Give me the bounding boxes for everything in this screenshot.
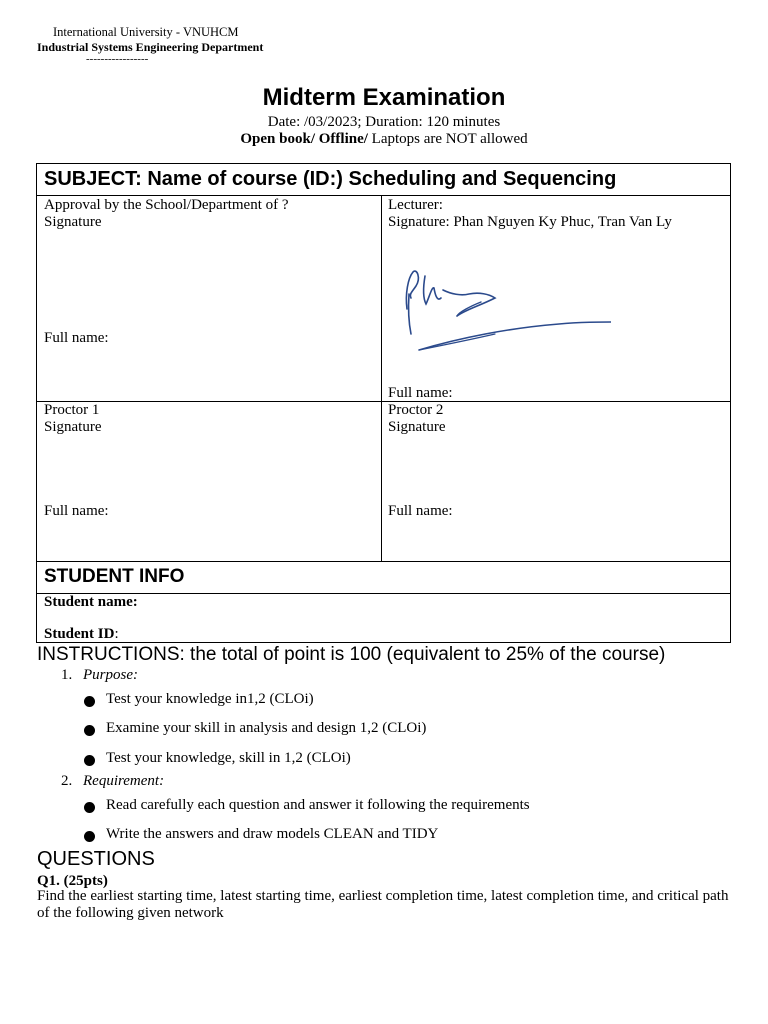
student-info-title: STUDENT INFO xyxy=(44,566,185,587)
section-purpose-label: Purpose: xyxy=(83,667,138,683)
lecturer-label: Lecturer: xyxy=(388,197,443,213)
approval-full-name: Full name: xyxy=(44,330,109,346)
lecturer-signature-label: Signature: Phan Nguyen Ky Phuc, Tran Van Ly xyxy=(388,214,672,230)
proctor2-full-name: Full name: xyxy=(388,503,453,519)
exam-mode-rest: Laptops are NOT allowed xyxy=(367,131,528,147)
section-number: 1. xyxy=(61,667,73,683)
proctor1-label: Proctor 1 xyxy=(44,402,100,418)
department-name: Industrial Systems Engineering Department xyxy=(37,40,264,54)
proctor1-signature-label: Signature xyxy=(44,419,102,435)
exam-mode-bold: Open book/ Offline/ xyxy=(240,131,368,147)
student-name-label: Student name: xyxy=(44,594,138,610)
student-info-divider xyxy=(37,593,730,594)
university-name: International University - VNUHCM xyxy=(53,25,239,39)
proctor2-signature-label: Signature xyxy=(388,419,446,435)
student-id-colon: : xyxy=(114,626,119,642)
question-1-label: Q1. (25pts) xyxy=(37,873,108,889)
lecturer-full-name: Full name: xyxy=(388,385,453,401)
purpose-bullet: Test your knowledge, skill in 1,2 (CLOi) xyxy=(106,750,351,766)
exam-date-duration: Date: /03/2023; Duration: 120 minutes xyxy=(267,114,501,130)
exam-info-table xyxy=(36,163,731,562)
question-1-text: Find the earliest starting time, latest starting time, earliest completion time, latest completion time, and critical path of the following given network xyxy=(37,888,729,921)
approval-label: Approval by the School/Department of ? xyxy=(44,197,289,213)
bullet-dot-icon xyxy=(84,696,95,707)
section-number: 2. xyxy=(61,773,73,789)
approval-signature-label: Signature xyxy=(44,214,102,230)
proctor1-full-name: Full name: xyxy=(44,503,109,519)
purpose-bullet: Examine your skill in analysis and design 1,2 (CLOi) xyxy=(106,720,427,736)
questions-heading: QUESTIONS xyxy=(37,848,155,870)
bullet-dot-icon xyxy=(84,755,95,766)
proctor2-label: Proctor 2 xyxy=(388,402,444,418)
requirement-bullet: Write the answers and draw models CLEAN and TIDY xyxy=(106,826,439,842)
bullet-dot-icon xyxy=(84,802,95,813)
table-column-divider xyxy=(381,195,382,562)
table-divider xyxy=(37,195,730,196)
instructions-heading: INSTRUCTIONS: the total of point is 100 (equivalent to 25% of the course) xyxy=(37,644,666,665)
bullet-dot-icon xyxy=(84,725,95,736)
requirement-bullet: Read carefully each question and answer it following the requirements xyxy=(106,797,530,813)
exam-mode xyxy=(0,131,768,148)
lecturer-signature-image xyxy=(399,264,611,356)
subject-heading: SUBJECT: Name of course (ID:) Scheduling and Sequencing xyxy=(44,168,617,190)
table-divider xyxy=(37,401,730,402)
purpose-bullet: Test your knowledge in1,2 (CLOi) xyxy=(106,691,314,707)
section-requirement-label: Requirement: xyxy=(83,773,165,789)
student-info-box xyxy=(36,562,731,643)
student-id-text: Student ID xyxy=(44,626,115,642)
student-id-label xyxy=(44,626,119,643)
exam-title: Midterm Examination xyxy=(262,84,506,111)
header-separator: ----------------- xyxy=(86,53,149,65)
bullet-dot-icon xyxy=(84,831,95,842)
